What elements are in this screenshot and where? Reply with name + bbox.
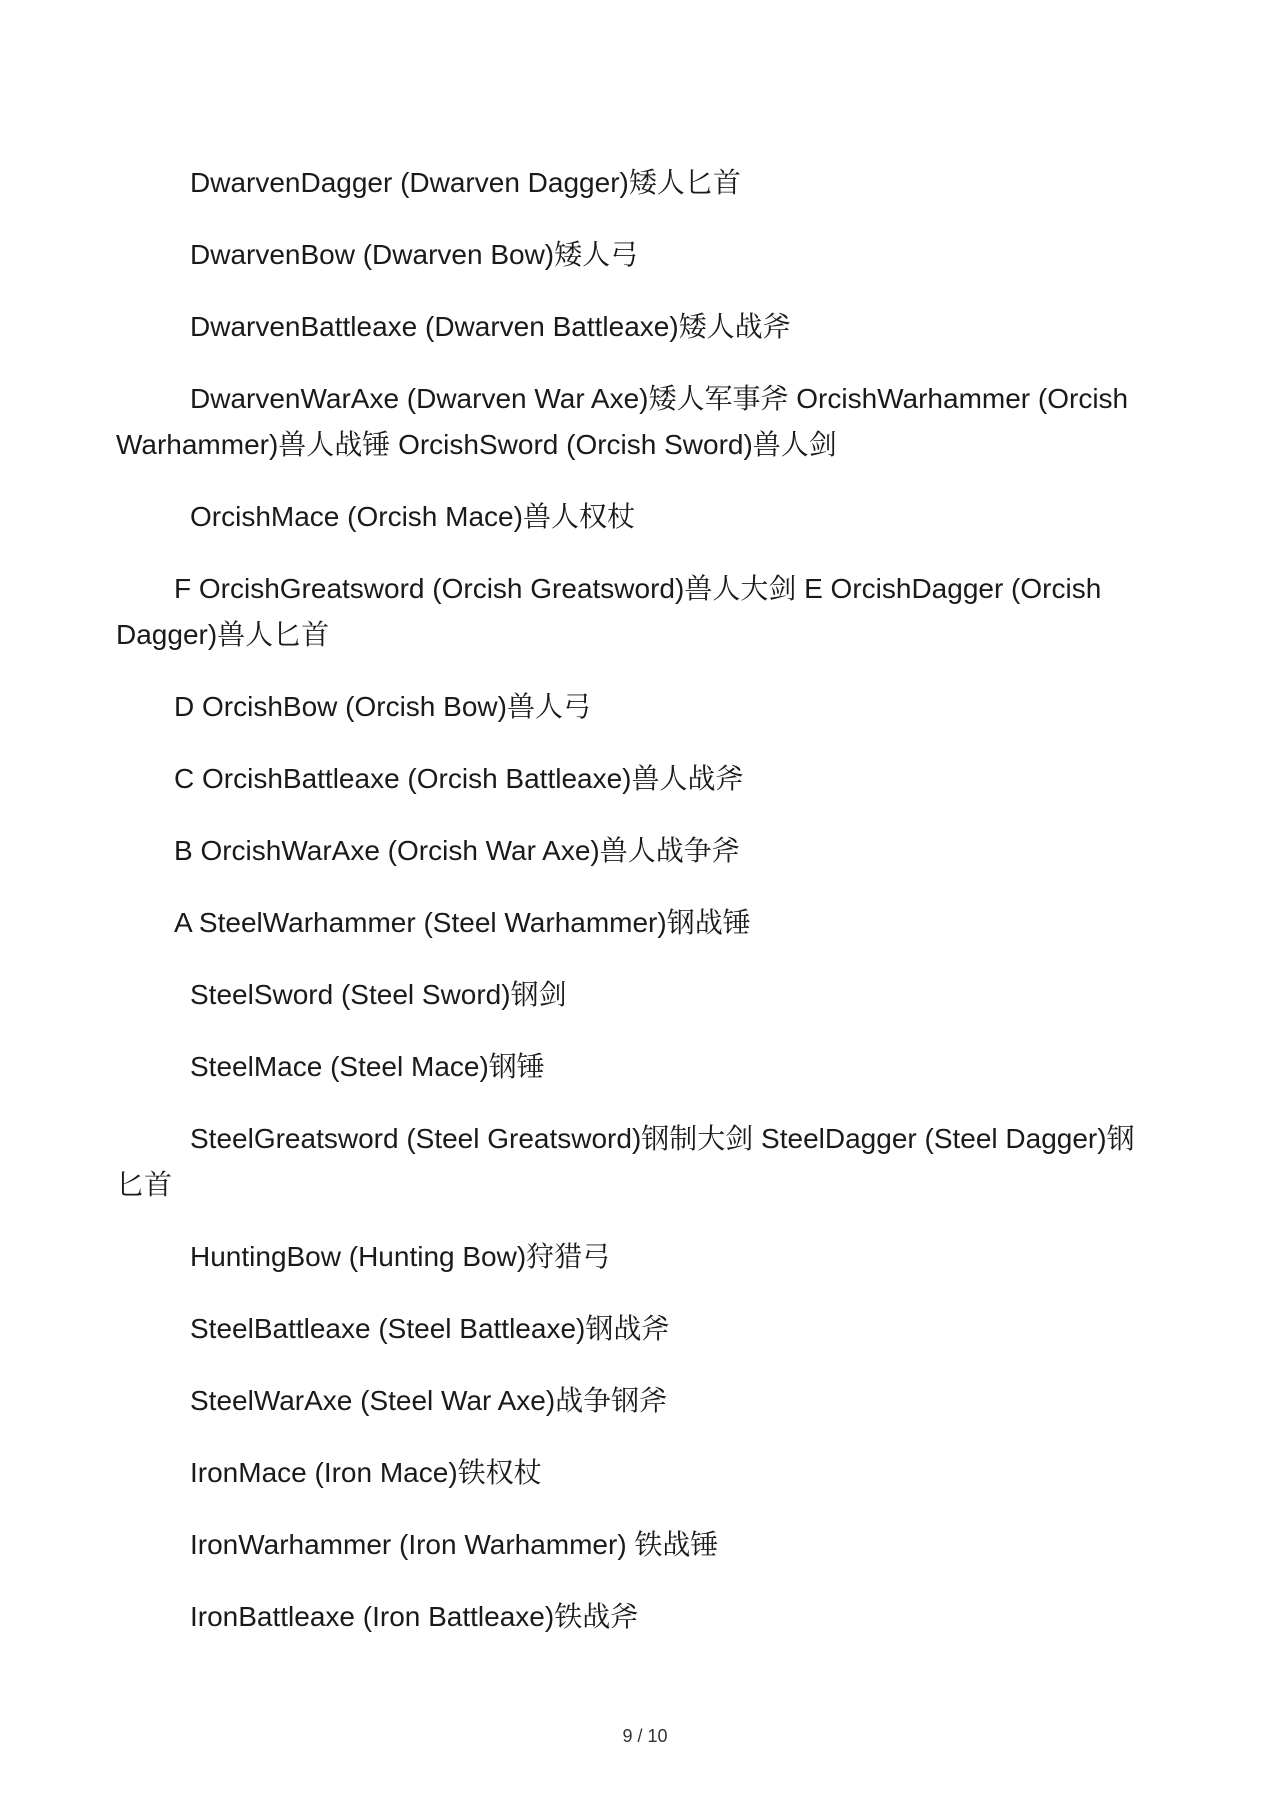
paragraph: D OrcishBow (Orcish Bow)兽人弓 — [174, 691, 591, 722]
paragraph: SteelGreatsword (Steel Greatsword)钢制大剑 SteelDagger (Steel Dagger)钢匕首 — [116, 1123, 1135, 1200]
paragraph: HuntingBow (Hunting Bow)狩猎弓 — [190, 1241, 611, 1272]
paragraph: DwarvenWarAxe (Dwarven War Axe)矮人军事斧 OrcishWarhammer (Orcish Warhammer)兽人战锤 OrcishSword (Orcish Sword)兽人剑 — [116, 383, 1129, 460]
document-body — [116, 160, 1158, 1666]
paragraph: F OrcishGreatsword (Orcish Greatsword)兽人大剑 E OrcishDagger (Orcish Dagger)兽人匕首 — [116, 573, 1102, 650]
paragraph: SteelWarAxe (Steel War Axe)战争钢斧 — [190, 1385, 668, 1416]
paragraph: DwarvenBattleaxe (Dwarven Battleaxe)矮人战斧 — [190, 311, 791, 342]
paragraph: IronBattleaxe (Iron Battleaxe)铁战斧 — [190, 1601, 639, 1632]
page-number: 9 / 10 — [622, 1726, 668, 1746]
paragraph: SteelSword (Steel Sword)钢剑 — [190, 979, 567, 1010]
paragraph: IronMace (Iron Mace)铁权杖 — [190, 1457, 542, 1488]
paragraph: DwarvenDagger (Dwarven Dagger)矮人匕首 — [190, 167, 741, 198]
paragraph: B OrcishWarAxe (Orcish War Axe)兽人战争斧 — [174, 835, 740, 866]
paragraph: SteelBattleaxe (Steel Battleaxe)钢战斧 — [190, 1313, 670, 1344]
paragraph: OrcishMace (Orcish Mace)兽人权杖 — [190, 501, 635, 532]
paragraph: SteelMace (Steel Mace)钢锤 — [190, 1051, 545, 1082]
paragraph: DwarvenBow (Dwarven Bow)矮人弓 — [190, 239, 639, 270]
paragraph: IronWarhammer (Iron Warhammer) 铁战锤 — [190, 1529, 719, 1560]
paragraph: C OrcishBattleaxe (Orcish Battleaxe)兽人战斧 — [174, 763, 744, 794]
paragraph: A SteelWarhammer (Steel Warhammer)钢战锤 — [174, 907, 751, 938]
